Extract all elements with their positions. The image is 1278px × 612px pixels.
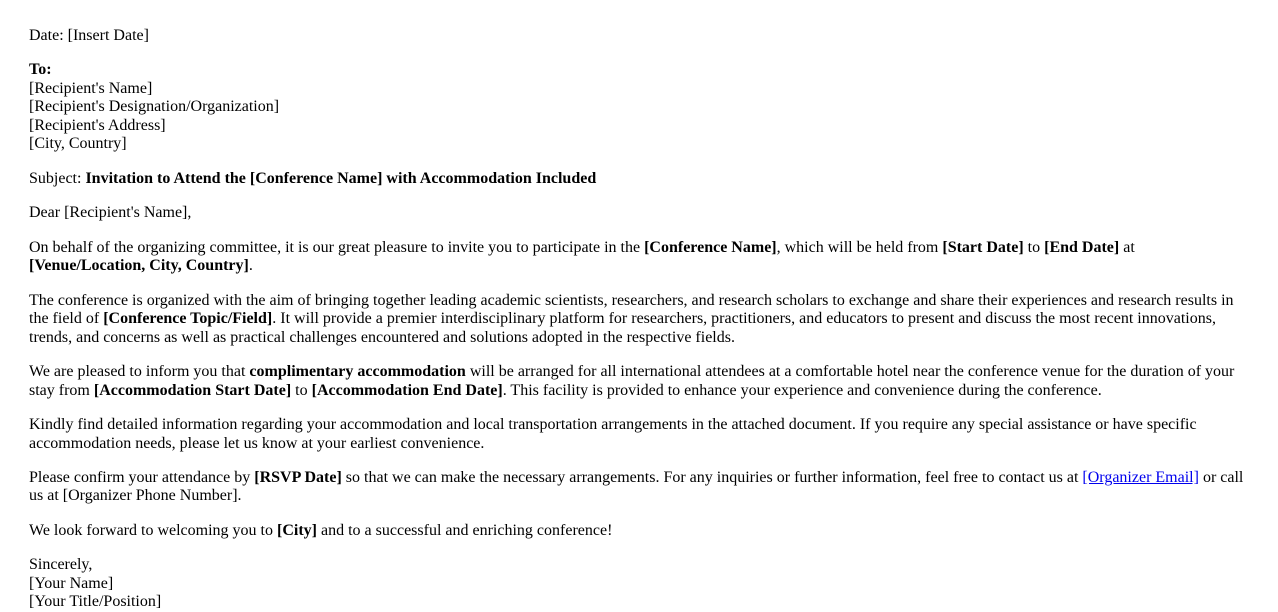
- salutation: [29, 204, 1244, 222]
- conference-name-placeholder: [Conference Name]: [644, 238, 777, 256]
- recipient-city-country-placeholder: [City, Country]: [29, 135, 127, 153]
- text-run: Dear [Recipient's Name],: [29, 204, 192, 222]
- intro-paragraph: [29, 239, 1244, 276]
- text-run: , which will be held from: [776, 238, 943, 256]
- complimentary-accommodation-emphasis: complimentary accommodation: [249, 363, 466, 381]
- recipient-address-placeholder: [Recipient's Address]: [29, 116, 166, 134]
- text-run: Kindly find detailed information regarding your accommodation and local transportation arrangements in the attached document. If you require any special assistance or have specific accommodation needs, please let us know at your earliest convenience.: [29, 416, 1197, 452]
- subject-label: Subject:: [29, 169, 86, 187]
- text-run: at: [1119, 238, 1135, 256]
- rsvp-date-placeholder: [RSVP Date]: [254, 468, 342, 486]
- text-run: Date: [Insert Date]: [29, 27, 149, 44]
- subject-text: Invitation to Attend the [Conference Name] with Accommodation Included: [85, 169, 597, 187]
- start-date-placeholder: [Start Date]: [942, 238, 1024, 256]
- sender-name-placeholder: [Your Name]: [29, 574, 114, 592]
- organizer-email-link[interactable]: [Organizer Email]: [1082, 468, 1199, 486]
- date-line: [29, 27, 1244, 45]
- text-run: to: [1023, 238, 1045, 256]
- closing-paragraph: [29, 522, 1244, 540]
- text-run: We look forward to welcoming you to: [29, 521, 277, 539]
- text-run: or call us at [Organizer Phone Number].: [29, 468, 1244, 505]
- text-run: . This facility is provided to enhance your experience and convenience during the conference.: [502, 381, 1102, 399]
- text-run: Please confirm your attendance by: [29, 468, 255, 486]
- accommodation-end-date-placeholder: [Accommodation End Date]: [311, 381, 503, 399]
- accommodation-start-date-placeholder: [Accommodation Start Date]: [93, 381, 292, 399]
- text-run: to: [291, 381, 312, 399]
- text-run: and to a successful and enriching conference!: [316, 521, 613, 539]
- accommodation-paragraph: [29, 363, 1244, 400]
- recipient-block: [29, 61, 1244, 153]
- to-label: To:: [29, 61, 52, 79]
- recipient-designation-placeholder: [Recipient's Designation/Organization]: [29, 98, 280, 116]
- signature-block: [29, 556, 1244, 611]
- city-placeholder: [City]: [277, 521, 317, 539]
- subject-line: [29, 170, 1244, 188]
- text-run: We are pleased to inform you that: [29, 363, 250, 381]
- text-run: On behalf of the organizing committee, it is our great pleasure to invite you to participate in the: [29, 238, 645, 256]
- text-run: will be arranged for all international attendees at a comfortable hotel near the conference venue for the duration of your stay from: [29, 363, 1235, 399]
- details-paragraph: [29, 416, 1244, 453]
- text-run: so that we can make the necessary arrangements. For any inquiries or further information, feel free to contact us at: [341, 468, 1083, 486]
- text-run: . It will provide a premier interdisciplinary platform for researchers, practitioners, and educators to present and discuss the most recent innovations, trends, and concerns as well as practical challenges encountered and solutions adopted in the respective fields.: [29, 310, 1216, 346]
- venue-placeholder: [Venue/Location, City, Country]: [29, 257, 249, 275]
- rsvp-paragraph: [29, 469, 1244, 506]
- signoff: Sincerely,: [29, 556, 93, 574]
- recipient-name-placeholder: [Recipient's Name]: [29, 79, 153, 97]
- end-date-placeholder: [End Date]: [1044, 238, 1120, 256]
- sender-title-placeholder: [Your Title/Position]: [29, 593, 162, 611]
- conference-topic-placeholder: [Conference Topic/Field]: [103, 310, 273, 328]
- conference-description: [29, 292, 1244, 347]
- text-run: .: [248, 257, 253, 275]
- text-run: The conference is organized with the aim of bringing together leading academic scientists, researchers, and research scholars to exchange and share their experiences and research results in the field of: [29, 291, 1234, 328]
